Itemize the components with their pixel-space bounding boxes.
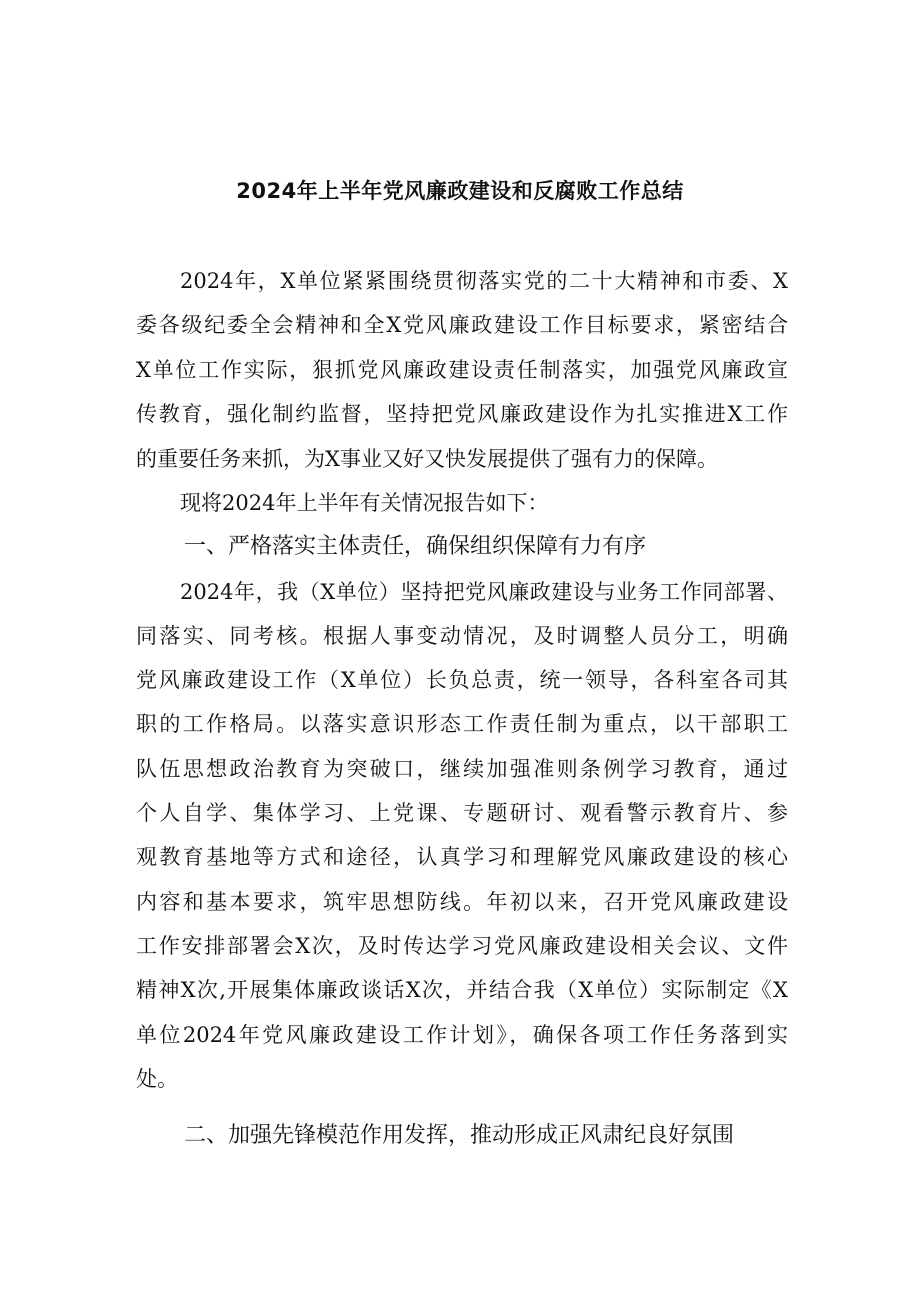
section-1-line-4: 职的工作格局。以落实意识形态工作责任制为重点，以干部职工 bbox=[136, 712, 788, 736]
section-1-line-12: 处。 bbox=[136, 1067, 178, 1091]
section-2-heading: 二、加强先锋模范作用发挥，推动形成正风肃纪良好氛围 bbox=[184, 1123, 735, 1148]
section-1-heading: 一、严格落实主体责任，确保组织保障有力有序 bbox=[184, 534, 647, 559]
section-1-line-5: 队伍思想政治教育为突破口，继续加强准则条例学习教育，通过 bbox=[136, 757, 788, 781]
section-1-line-8: 内容和基本要求，筑牢思想防线。年初以来，召开党风廉政建设 bbox=[136, 890, 788, 914]
intro-line-5: 的重要任务来抓，为X事业又好又快发展提供了强有力的保障。 bbox=[136, 447, 718, 471]
document-title: 2024年上半年党风廉政建设和反腐败工作总结 bbox=[236, 179, 684, 203]
intro-line-2: 委各级纪委全会精神和全X党风廉政建设工作目标要求，紧密结合 bbox=[136, 313, 788, 337]
report-line: 现将2024年上半年有关情况报告如下： bbox=[180, 491, 549, 515]
section-1-line-6: 个人自学、集体学习、上党课、专题研讨、观看警示教育片、参 bbox=[136, 801, 788, 825]
intro-line-4: 传教育，强化制约监督，坚持把党风廉政建设作为扎实推进X工作 bbox=[136, 402, 788, 426]
section-1-line-11: 单位2024年党风廉政建设工作计划》，确保各项工作任务落到实 bbox=[136, 1023, 788, 1047]
section-1-line-7: 观教育基地等方式和途径，认真学习和理解党风廉政建设的核心 bbox=[136, 845, 788, 869]
section-1-line-1: 2024年，我（X单位）坚持把党风廉政建设与业务工作同部署、 bbox=[180, 580, 788, 604]
section-1-line-3: 党风廉政建设工作（X单位）长负总责，统一领导，各科室各司其 bbox=[136, 668, 788, 692]
section-1-line-10: 精神X次,开展集体廉政谈话X次，并结合我（X单位）实际制定《X bbox=[136, 978, 788, 1002]
section-1-line-2: 同落实、同考核。根据人事变动情况，及时调整人员分工，明确 bbox=[136, 624, 788, 648]
intro-line-3: X单位工作实际，狠抓党风廉政建设责任制落实，加强党风廉政宣 bbox=[136, 358, 788, 382]
intro-line-1: 2024年，X单位紧紧围绕贯彻落实党的二十大精神和市委、X bbox=[180, 269, 788, 293]
section-1-line-9: 工作安排部署会X次，及时传达学习党风廉政建设相关会议、文件 bbox=[136, 934, 788, 958]
